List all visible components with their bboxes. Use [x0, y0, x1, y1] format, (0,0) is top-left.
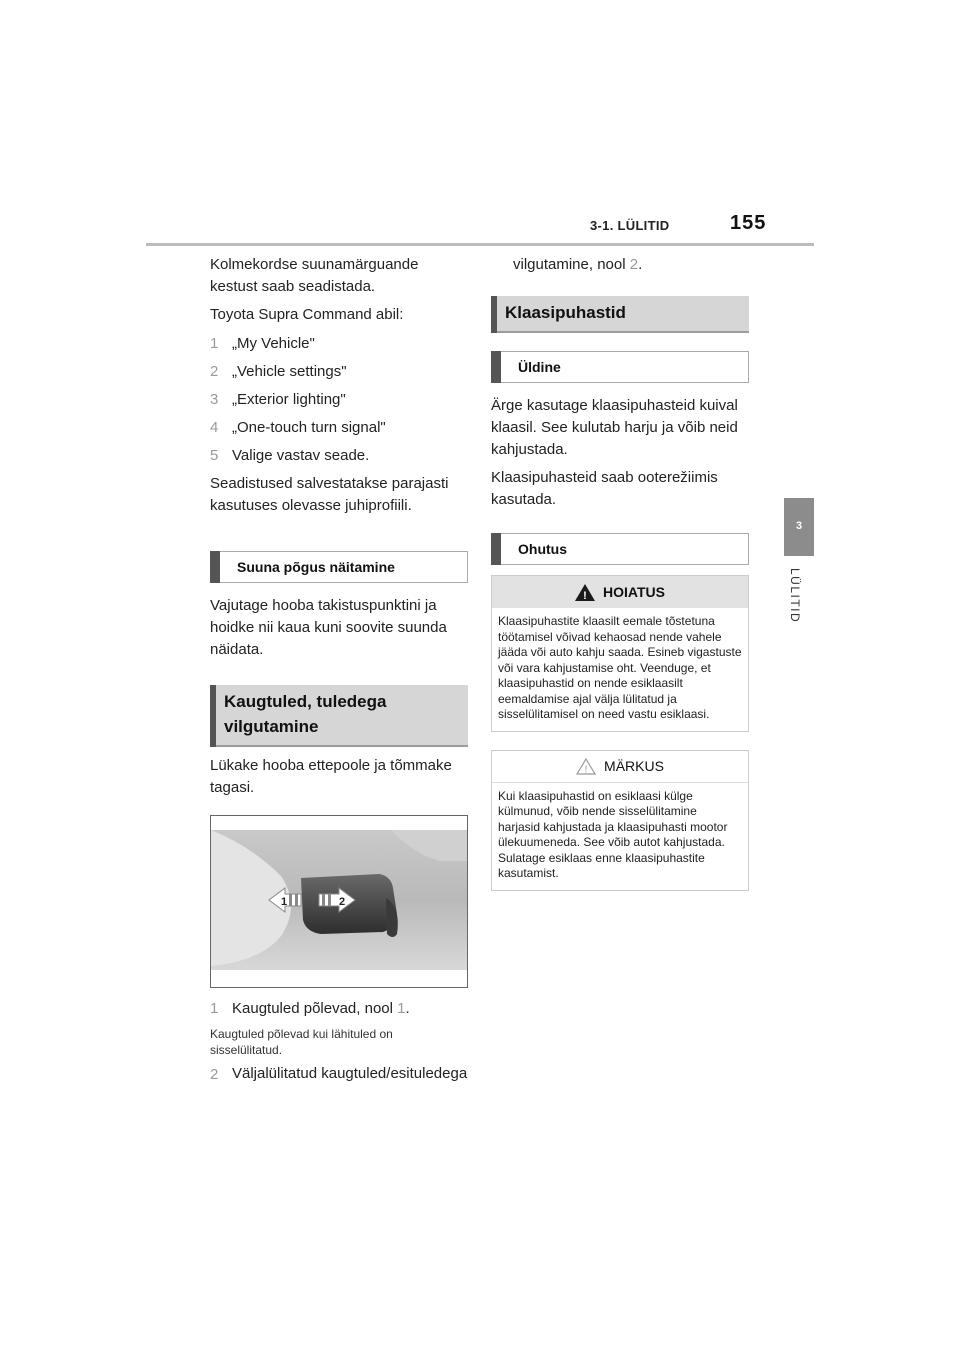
step-number: 4	[210, 419, 219, 436]
left-column	[210, 254, 468, 1092]
item-number: 1	[210, 1000, 219, 1017]
section-heading-high-beam: Kaugtuled, tuledega vilgutamine	[210, 685, 468, 747]
settings-steps	[210, 333, 468, 467]
chapter-number: 3	[795, 520, 803, 532]
svg-text:!: !	[584, 764, 588, 775]
list-item	[210, 998, 468, 1020]
step-text: „Exterior lighting"	[232, 391, 346, 408]
notice-box	[491, 750, 749, 891]
page-number: 155	[730, 212, 767, 234]
list-item	[210, 1064, 468, 1086]
warning-text: Klaasipuhastite klaasilt eemale tõstetuna töötamisel võivad kehaosad nende vahele jääda või auto kahju saada. Esineb vigastuste või vara kahjustamise oht. Veenduge, et klaasipuhastid on nende esiklaasilt eemaldamise ajal välja lülitatud ja sisselülitamisel on need vastu esiklaasi.	[498, 614, 742, 721]
list-item	[210, 445, 468, 467]
notice-title: MÄRKUS	[604, 758, 664, 774]
svg-text:!: !	[583, 589, 587, 601]
chapter-label: LÜLITID	[788, 568, 802, 624]
general-paragraph-1: Ärge kasutage klaasipuhasteid kuival klaasil. See kulutab harju ja võib neid kahjustada.	[491, 397, 738, 458]
arrow-2-label: 2	[339, 896, 346, 908]
notice-header	[492, 751, 748, 783]
intro-paragraph: Kolmekordse suunamärguande kestust saab seadistada.	[210, 256, 419, 295]
step-number: 1	[210, 335, 219, 352]
item-text	[232, 998, 468, 1020]
subsection-heading-general: Üldine	[491, 351, 749, 383]
step-text: „Vehicle settings"	[232, 363, 347, 380]
high-beam-note: Kaugtuled põlevad kui lähituled on sisselülitatud.	[210, 1027, 393, 1057]
chapter-tab	[784, 498, 814, 556]
continued-text	[491, 254, 749, 276]
command-paragraph: Toyota Supra Command abil:	[210, 306, 404, 323]
continued-end: .	[638, 256, 643, 273]
warning-box	[491, 575, 749, 732]
warning-header	[492, 576, 748, 608]
step-number: 5	[210, 447, 219, 464]
item-text: Väljalülitatud kaugtuled/esituledega	[232, 1065, 468, 1082]
warning-title: HOIATUS	[603, 584, 665, 600]
arrow-reference: 1	[397, 1000, 406, 1017]
arrow-reference: 2	[629, 256, 639, 273]
header-divider	[146, 243, 814, 246]
arrow-1-label: 1	[281, 896, 288, 908]
high-beam-paragraph: Lükake hooba ettepoole ja tõmmake tagasi.	[210, 757, 452, 796]
list-item	[210, 417, 468, 439]
step-text: „One-touch turn signal"	[232, 419, 386, 436]
item-text-end: .	[405, 1000, 410, 1017]
list-item	[210, 389, 468, 411]
step-text: „My Vehicle"	[232, 335, 315, 352]
continued-body: vilgutamine, nool	[513, 256, 626, 273]
section-title: 3-1. LÜLITID	[590, 218, 670, 233]
step-text: Valige vastav seade.	[232, 447, 370, 464]
list-item	[210, 361, 468, 383]
lever-drawing	[211, 816, 468, 988]
saved-paragraph: Seadistused salvestatakse parajasti kasutuses olevasse juhiprofiili.	[210, 475, 449, 514]
step-number: 3	[210, 391, 219, 408]
notice-text: Kui klaasipuhastid on esiklaasi külge külmunud, võib nende sisselülitamine harjasid kahjustada ja klaasipuhasti mootor ülekuumeneda. See võib autot kahjustada. Sulatage esiklaas enne klaasipuhastite kasutamist.	[498, 788, 728, 880]
warning-triangle-icon	[575, 584, 595, 601]
right-column	[491, 254, 749, 891]
list-item	[210, 333, 468, 355]
item-number: 2	[210, 1066, 219, 1083]
notice-triangle-icon	[576, 758, 596, 775]
lever-illustration	[210, 815, 468, 988]
general-paragraph-2: Klaasipuhasteid saab ooterežiimis kasutada.	[491, 469, 718, 508]
step-number: 2	[210, 363, 219, 380]
subsection-heading-short-signal: Suuna põgus näitamine	[210, 551, 468, 583]
subsection-heading-safety: Ohutus	[491, 533, 749, 565]
section-heading-wipers: Klaasipuhastid	[491, 296, 749, 333]
short-signal-paragraph: Vajutage hooba takistuspunktini ja hoidke nii kaua kuni soovite suunda näidata.	[210, 597, 447, 658]
item-text-body: Kaugtuled põlevad, nool	[232, 1000, 393, 1017]
